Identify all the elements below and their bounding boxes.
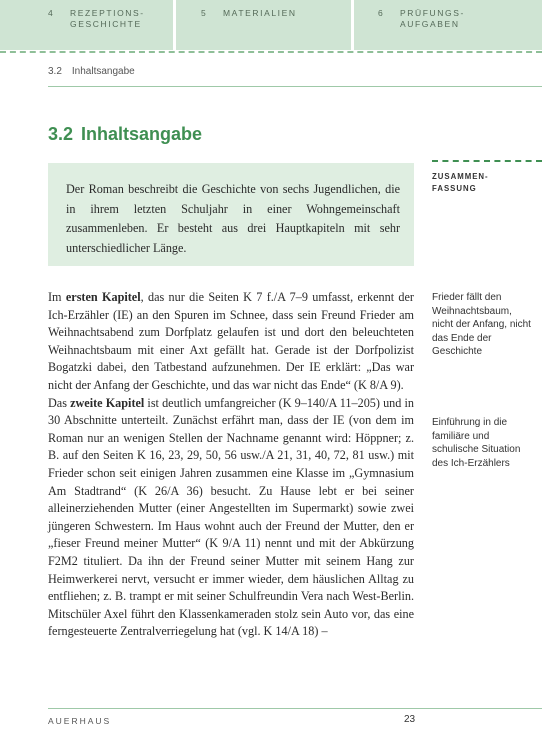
paragraph — [48, 395, 414, 641]
keyword: ersten Kapitel — [65, 290, 141, 304]
tab-number: 4 — [48, 8, 55, 18]
page-title — [48, 124, 202, 145]
summary-text: Der Roman beschreibt die Geschichte von sechs Jugendlichen, die in ihrem letzten Schuljahr in einer Wohngemeinschaft zusammenleben. Er besteht aus drei Hauptkapiteln mit sehr unterschiedlicher Länge. — [66, 182, 400, 255]
tab-number: 5 — [201, 8, 208, 18]
section-number: 3.2 — [48, 124, 74, 144]
footer-rule — [48, 708, 542, 709]
text-run: , das nur die Seiten K 7 f./A 7–9 umfasst, erkennt der Ich-Erzähler (IE) an den Spuren im Schnee, dass sein Freund Frieder am Weihnachtsabend zum Dorfplatz gelaufen ist und dort den beleuchteten Weihnachtsbaum mit einer Axt gefällt hat. Gerade ist der Dorfpolizist Bogatzki dabei, den Tatbestand aufzunehmen. Der IE erklärt: „Das war nicht der Anfang der Geschichte, und das war nicht das Ende“ (K 8/A 9). — [48, 290, 414, 392]
publisher-name: AUERHAUS — [48, 716, 112, 726]
tab-number: 6 — [378, 8, 385, 18]
text-run: Im — [48, 290, 66, 304]
breadcrumb-number: 3.2 — [48, 66, 62, 77]
tab-label: REZEPTIONS- — [70, 8, 145, 18]
summary-box — [48, 163, 414, 266]
margin-note: Einführung in die familiäre und schulische Situation des Ich-Erzählers — [432, 417, 521, 469]
breadcrumb — [48, 66, 135, 77]
header-rule — [48, 86, 542, 87]
margin-note: Frieder fällt den Weihnachtsbaum, nicht der Anfang, nicht das Ende der Geschichte — [432, 292, 531, 357]
tab-pruefungsaufgaben[interactable] — [351, 0, 542, 50]
breadcrumb-label: Inhaltsangabe — [71, 66, 135, 77]
tab-label: PRÜFUNGS- — [400, 8, 465, 18]
tab-materialien[interactable] — [173, 0, 351, 50]
tab-label: AUFGABEN — [400, 19, 460, 29]
tab-label: GESCHICHTE — [70, 19, 142, 29]
keyword: zweite Kapitel — [70, 395, 145, 410]
text-run: ist deutlich umfangreicher (K 9–140/A 11–205) und in 30 Abschnitte unterteilt. Zunächst erfährt man, dass der IE (von dem im Roman nur an wenigen Stellen der Nachname genannt wird: Höppner; z. B. auf den Seiten K 16, 23, 29, 50, 56 usw./A 21, 31, 40, 72, 81 usw.) mit Frieder schon seit einigen Jahren zusammen eine Klasse im „Gymnasium Am Stadtrand“ (K 26/A 36) besucht. Zu Hause lebt er bei seiner alleinerziehenden Mutter (einer Angestellten im Supermarkt) sowie zwei jüngeren Schwestern. Im Haus wohnt auch der Freund der Mutter, den er „fieser Freund meiner Mutter“ (K 9/A 11) nennt und mit der Abkürzung F2M2 tituliert. Da ihn der Freund seiner Mutter mit seinem Hang zur Heimwerkerei nervt, versucht er immer wieder, dem häuslichen Alltag zu entfliehen; z. B. trampt er mit seiner Schulfreundin Vera nach West-Berlin. Mitschüler Axel führt den Klassenkameraden stolz sein Auto vor, das eine ferngesteuerte Zentralverriegelung hat (vgl. K 14/A 18) – — [48, 395, 414, 639]
tab-label: MATERIALIEN — [223, 8, 297, 18]
margin-divider — [432, 160, 542, 162]
body-text — [48, 289, 414, 641]
margin-heading — [432, 171, 532, 195]
margin-heading-line: FASSUNG — [432, 184, 477, 193]
text-run: Das — [48, 395, 71, 410]
tab-rezeptionsgeschichte[interactable] — [0, 0, 173, 50]
tab-divider — [0, 51, 542, 53]
margin-heading-line: ZUSAMMEN- — [432, 172, 489, 181]
chapter-tabs — [0, 0, 542, 50]
paragraph — [48, 289, 414, 395]
page-number: 23 — [404, 714, 416, 725]
section-title: Inhaltsangabe — [81, 124, 203, 144]
